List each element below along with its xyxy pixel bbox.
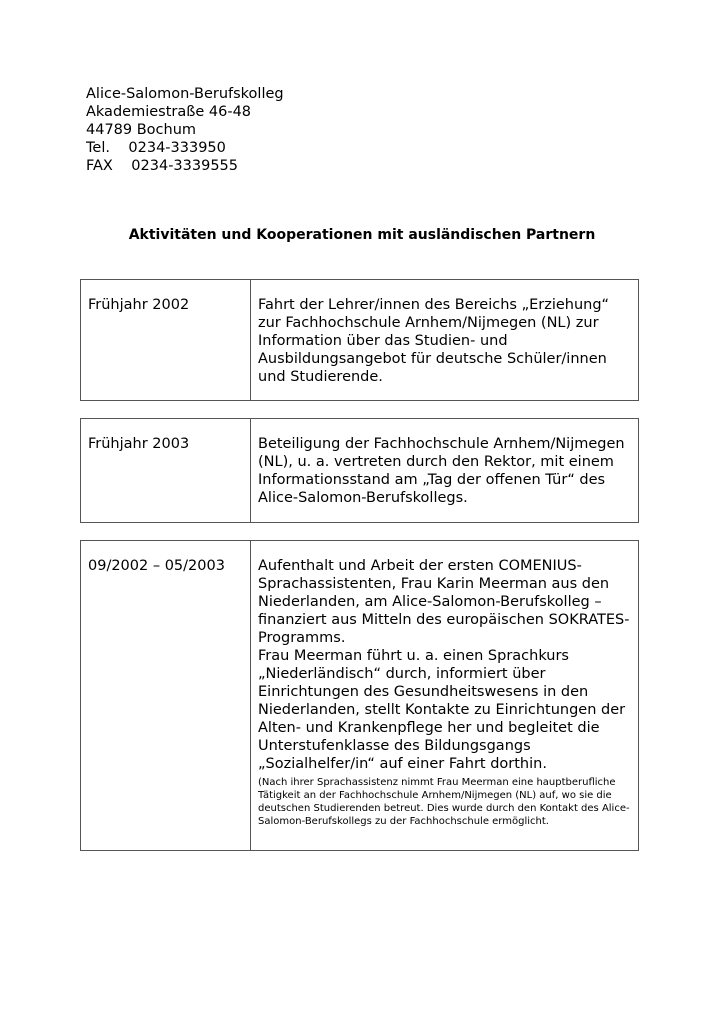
activity-date: Frühjahr 2002 xyxy=(81,280,251,400)
activity-entry xyxy=(80,279,639,401)
sender-name: Alice-Salomon-Berufskolleg xyxy=(86,86,284,102)
activity-footnote: (Nach ihrer Sprachassistenz nimmt Frau Meerman eine hauptberufliche Tätigkeit an der Fachhochschule Arnhem/Nijmegen (NL) auf, wo sie die deutschen Studierenden betreut. Dies wurde durch den Kontakt des Alice-Salomon-Berufskollegs zu der Fachhochschule ermöglicht. xyxy=(258,777,630,827)
activity-description xyxy=(251,419,638,522)
sender-street: Akademiestraße 46-48 xyxy=(86,104,252,120)
activity-date: 09/2002 – 05/2003 xyxy=(81,541,251,850)
activity-text-continued: Frau Meerman führt u. a. einen Sprachkurs „Niederländisch“ durch, informiert über Einrichtungen des Gesundheitswesens in den Niederlanden, stellt Kontakte zu Einrichtungen der Alten- und Krankenpflege her und begleitet die Unterstufenklasse des Bildungsgangs „Sozialhelfer/in“ auf einer Fahrt dorthin. xyxy=(258,648,626,772)
sender-fax: FAX 0234-3339555 xyxy=(86,158,239,174)
activity-text: Aufenthalt und Arbeit der ersten COMENIUS-Sprachassistenten, Frau Karin Meerman aus den Niederlanden, am Alice-Salomon-Berufskolleg – finanziert aus Mitteln des europäischen SOKRATES-Programms. xyxy=(258,558,630,646)
activity-date: Frühjahr 2003 xyxy=(81,419,251,522)
activity-description xyxy=(251,280,638,400)
sender-tel: Tel. 0234-333950 xyxy=(86,140,226,156)
document-title: Aktivitäten und Kooperationen mit ausländischen Partnern xyxy=(128,227,596,243)
activity-entry xyxy=(80,540,639,851)
activity-description xyxy=(251,541,638,850)
activity-entry xyxy=(80,418,639,523)
sender-address xyxy=(86,85,284,175)
activity-text: Fahrt der Lehrer/innen des Bereichs „Erziehung“ zur Fachhochschule Arnhem/Nijmegen (NL) zur Information über das Studien- und Ausbildungsangebot für deutsche Schüler/innen und Studierende. xyxy=(258,297,610,385)
activity-text: Beteiligung der Fachhochschule Arnhem/Nijmegen (NL), u. a. vertreten durch den Rektor, mit einem Informationsstand am „Tag der offenen Tür“ des Alice-Salomon-Berufskollegs. xyxy=(258,436,625,506)
sender-city: 44789 Bochum xyxy=(86,122,197,138)
